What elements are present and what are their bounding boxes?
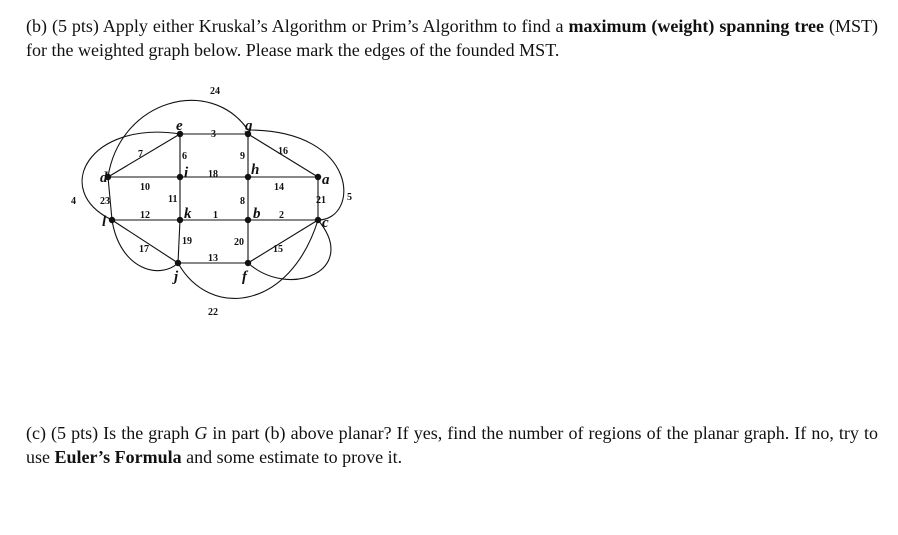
part-c-graph-var: G (194, 423, 208, 443)
weight-17: 17 (139, 244, 149, 255)
weight-8: 8 (240, 196, 245, 207)
part-c-question (26, 421, 878, 469)
weight-20: 20 (234, 237, 244, 248)
vertex-c (315, 217, 321, 223)
vertex-i (177, 174, 183, 180)
vertex-j (175, 260, 181, 266)
vertex-label-c: c (322, 215, 329, 231)
vertex-k (177, 217, 183, 223)
part-c-middle: in part (b) above planar? If yes, find the number of regions of the planar graph. If no, try to use (26, 423, 878, 467)
vertex-label-f: f (242, 269, 247, 285)
weight-5: 5 (347, 192, 352, 203)
vertex-b (245, 217, 251, 223)
vertex-label-j: j (174, 269, 179, 285)
vertex-f (245, 260, 251, 266)
part-b-bold-term: maximum (weight) spanning tree (568, 16, 825, 36)
weight-9: 9 (240, 151, 245, 162)
edge-k-j-19 (178, 220, 180, 263)
vertex-label-e: e (176, 118, 183, 134)
weight-13: 13 (208, 253, 218, 264)
part-b-middle: (MST) for the weighted graph below. Please mark the edges of the founded MST. (26, 16, 878, 60)
weight-14: 14 (274, 182, 284, 193)
weight-11: 11 (168, 194, 178, 205)
weight-12: 12 (140, 210, 150, 221)
weight-23: 23 (100, 196, 110, 207)
part-b-question (26, 14, 878, 62)
vertex-l (109, 217, 115, 223)
weight-19: 19 (182, 236, 192, 247)
weight-10: 10 (140, 182, 150, 193)
weight-22: 22 (208, 307, 218, 318)
vertex-label-h: h (251, 162, 260, 178)
vertex-label-k: k (184, 206, 192, 222)
weight-15: 15 (273, 244, 283, 255)
weight-4: 4 (71, 196, 76, 207)
weight-1: 1 (213, 210, 218, 221)
weight-18: 18 (208, 169, 218, 180)
part-b-intro: (b) (5 pts) Apply either Kruskal’s Algorithm or Prim’s Algorithm to find a (26, 16, 569, 36)
weighted-graph (60, 80, 370, 325)
vertex-label-d: d (100, 170, 108, 186)
edge-c-f-15 (248, 220, 318, 263)
vertex-label-g: g (245, 118, 253, 134)
edge-e-l-4 (82, 132, 180, 220)
vertex-label-b: b (253, 206, 261, 222)
weight-16: 16 (278, 146, 288, 157)
vertex-label-a: a (322, 172, 330, 188)
edge-e-d-7 (108, 134, 180, 177)
part-c-intro: (c) (5 pts) Is the graph (26, 423, 195, 443)
vertex-label-i: i (184, 165, 189, 181)
part-c-end: and some estimate to prove it. (181, 447, 403, 467)
vertex-label-l: l (102, 214, 107, 230)
vertex-a (315, 174, 321, 180)
weight-7: 7 (138, 149, 143, 160)
weight-3: 3 (211, 129, 216, 140)
weight-6: 6 (182, 151, 187, 162)
weight-21: 21 (316, 195, 326, 206)
edge-l-j-17 (112, 220, 178, 263)
part-c-bold-term: Euler’s Formula (54, 447, 182, 467)
edge-d-g-24 (108, 100, 248, 177)
weight-24: 24 (210, 86, 220, 97)
weight-2: 2 (279, 210, 284, 221)
